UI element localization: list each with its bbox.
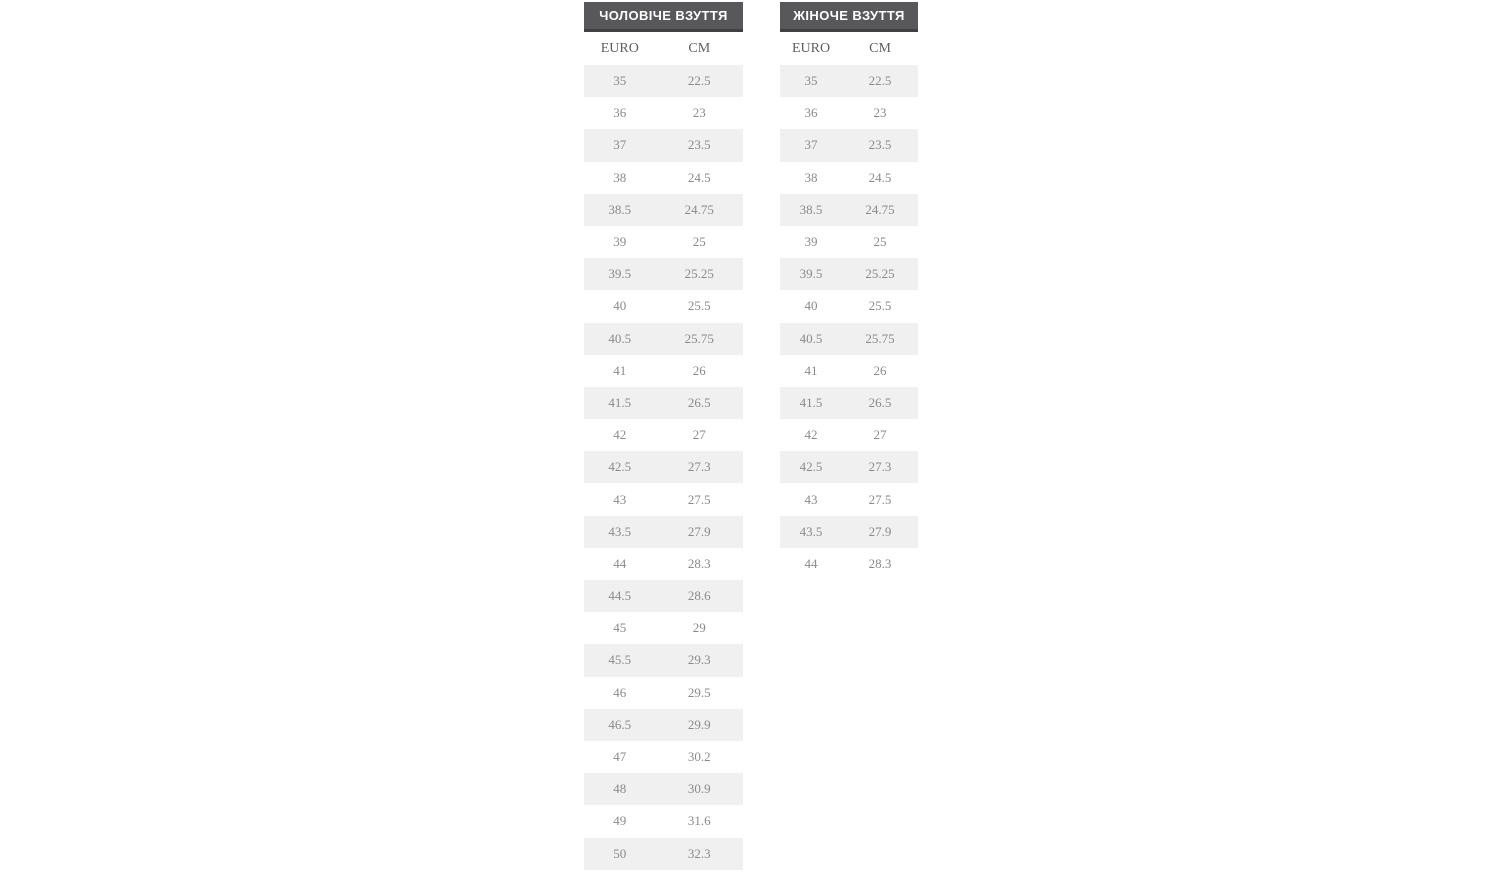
womens-table-body <box>780 65 918 580</box>
table-row <box>584 97 743 129</box>
cm-cell: 28.3 <box>868 555 892 571</box>
euro-cell: 49 <box>613 813 627 829</box>
euro-cell: 42.5 <box>799 459 823 475</box>
mens-size-table <box>584 2 743 870</box>
euro-cell: 42 <box>804 427 818 443</box>
euro-cell: 39 <box>804 234 818 250</box>
euro-cell: 44.5 <box>608 588 632 604</box>
mens-cm-column-header: CM <box>688 40 711 56</box>
euro-cell: 40.5 <box>799 330 823 346</box>
cm-cell: 24.75 <box>865 201 895 217</box>
table-row <box>584 644 743 676</box>
euro-cell: 37 <box>613 137 627 153</box>
euro-cell: 44 <box>804 555 818 571</box>
euro-cell: 41 <box>613 362 627 378</box>
cm-cell: 25 <box>873 234 887 250</box>
cm-cell: 27 <box>692 427 706 443</box>
cm-cell: 27.9 <box>868 523 892 539</box>
womens-size-table <box>780 2 918 580</box>
cm-cell: 23.5 <box>687 137 711 153</box>
mens-table-title: ЧОЛОВІЧЕ ВЗУТТЯ <box>584 2 743 32</box>
euro-cell: 38 <box>804 169 818 185</box>
euro-cell: 36 <box>613 105 627 121</box>
cm-cell: 22.5 <box>687 73 711 89</box>
table-row <box>780 451 918 483</box>
cm-cell: 29.3 <box>687 652 711 668</box>
euro-cell: 46.5 <box>608 716 632 732</box>
table-row <box>780 516 918 548</box>
cm-cell: 25 <box>692 234 706 250</box>
table-row <box>780 162 918 194</box>
table-row <box>584 129 743 161</box>
table-row <box>584 741 743 773</box>
cm-cell: 25.5 <box>868 298 892 314</box>
womens-cm-column-header: CM <box>869 40 891 56</box>
table-row <box>780 226 918 258</box>
euro-cell: 38.5 <box>608 201 632 217</box>
cm-cell: 26.5 <box>687 394 711 410</box>
table-row <box>780 290 918 322</box>
cm-cell: 24.5 <box>687 169 711 185</box>
euro-cell: 40.5 <box>608 330 632 346</box>
euro-cell: 43 <box>804 491 818 507</box>
mens-table-body <box>584 65 743 870</box>
cm-cell: 31.6 <box>687 813 711 829</box>
table-row <box>584 805 743 837</box>
table-row <box>780 129 918 161</box>
table-row <box>584 65 743 97</box>
euro-cell: 37 <box>804 137 818 153</box>
cm-cell: 24.75 <box>684 201 714 217</box>
table-row <box>584 709 743 741</box>
euro-cell: 42.5 <box>608 459 632 475</box>
table-row <box>584 387 743 419</box>
table-row <box>780 387 918 419</box>
cm-cell: 27.3 <box>687 459 711 475</box>
euro-cell: 38 <box>613 169 627 185</box>
euro-cell: 42 <box>613 427 627 443</box>
table-row <box>780 194 918 226</box>
cm-cell: 23 <box>873 105 887 121</box>
euro-cell: 43.5 <box>608 523 632 539</box>
cm-cell: 25.25 <box>684 266 714 282</box>
euro-cell: 39 <box>613 234 627 250</box>
table-row <box>780 483 918 515</box>
cm-cell: 30.9 <box>687 781 711 797</box>
cm-cell: 25.75 <box>684 330 714 346</box>
table-row <box>584 483 743 515</box>
cm-cell: 25.75 <box>865 330 895 346</box>
euro-cell: 35 <box>804 73 818 89</box>
table-row <box>780 323 918 355</box>
cm-cell: 32.3 <box>687 845 711 861</box>
euro-cell: 44 <box>613 555 627 571</box>
euro-cell: 39.5 <box>799 266 823 282</box>
womens-euro-column-header: EURO <box>791 40 831 56</box>
table-row <box>584 773 743 805</box>
table-row <box>780 258 918 290</box>
cm-cell: 25.25 <box>865 266 895 282</box>
table-row <box>584 290 743 322</box>
table-row <box>780 97 918 129</box>
mens-euro-column-header: EURO <box>600 40 639 56</box>
euro-cell: 41.5 <box>608 394 632 410</box>
table-row <box>780 548 918 580</box>
mens-table-header-row <box>584 32 743 65</box>
euro-cell: 40 <box>613 298 627 314</box>
table-row <box>584 258 743 290</box>
cm-cell: 27.3 <box>868 459 892 475</box>
cm-cell: 23 <box>692 105 706 121</box>
cm-cell: 26 <box>692 362 706 378</box>
euro-cell: 50 <box>613 845 627 861</box>
table-row <box>780 419 918 451</box>
cm-cell: 27.5 <box>687 491 711 507</box>
euro-cell: 38.5 <box>799 201 823 217</box>
table-row <box>584 516 743 548</box>
cm-cell: 30.2 <box>687 749 711 765</box>
table-row <box>584 548 743 580</box>
euro-cell: 45.5 <box>608 652 632 668</box>
table-row <box>584 355 743 387</box>
table-row <box>584 612 743 644</box>
cm-cell: 27 <box>873 427 887 443</box>
cm-cell: 28.3 <box>687 555 711 571</box>
table-row <box>780 355 918 387</box>
cm-cell: 24.5 <box>868 169 892 185</box>
womens-table-header-row <box>780 32 918 65</box>
cm-cell: 29 <box>692 620 706 636</box>
table-row <box>584 677 743 709</box>
euro-cell: 36 <box>804 105 818 121</box>
euro-cell: 40 <box>804 298 818 314</box>
euro-cell: 41 <box>804 362 818 378</box>
euro-cell: 43.5 <box>799 523 823 539</box>
euro-cell: 47 <box>613 749 627 765</box>
cm-cell: 25.5 <box>687 298 711 314</box>
euro-cell: 39.5 <box>608 266 632 282</box>
womens-table-title: ЖІНОЧЕ ВЗУТТЯ <box>780 2 918 32</box>
table-row <box>584 323 743 355</box>
table-row <box>584 226 743 258</box>
cm-cell: 29.9 <box>687 716 711 732</box>
euro-cell: 48 <box>613 781 627 797</box>
table-row <box>584 194 743 226</box>
table-row <box>584 162 743 194</box>
table-row <box>584 838 743 870</box>
cm-cell: 22.5 <box>868 73 892 89</box>
cm-cell: 29.5 <box>687 684 711 700</box>
euro-cell: 35 <box>613 73 627 89</box>
table-row <box>780 65 918 97</box>
table-row <box>584 419 743 451</box>
cm-cell: 26 <box>873 362 887 378</box>
euro-cell: 43 <box>613 491 627 507</box>
euro-cell: 41.5 <box>799 394 823 410</box>
table-row <box>584 580 743 612</box>
cm-cell: 27.9 <box>687 523 711 539</box>
cm-cell: 26.5 <box>868 394 892 410</box>
cm-cell: 27.5 <box>868 491 892 507</box>
euro-cell: 45 <box>613 620 627 636</box>
cm-cell: 23.5 <box>868 137 892 153</box>
euro-cell: 46 <box>613 684 627 700</box>
cm-cell: 28.6 <box>687 588 711 604</box>
table-row <box>584 451 743 483</box>
